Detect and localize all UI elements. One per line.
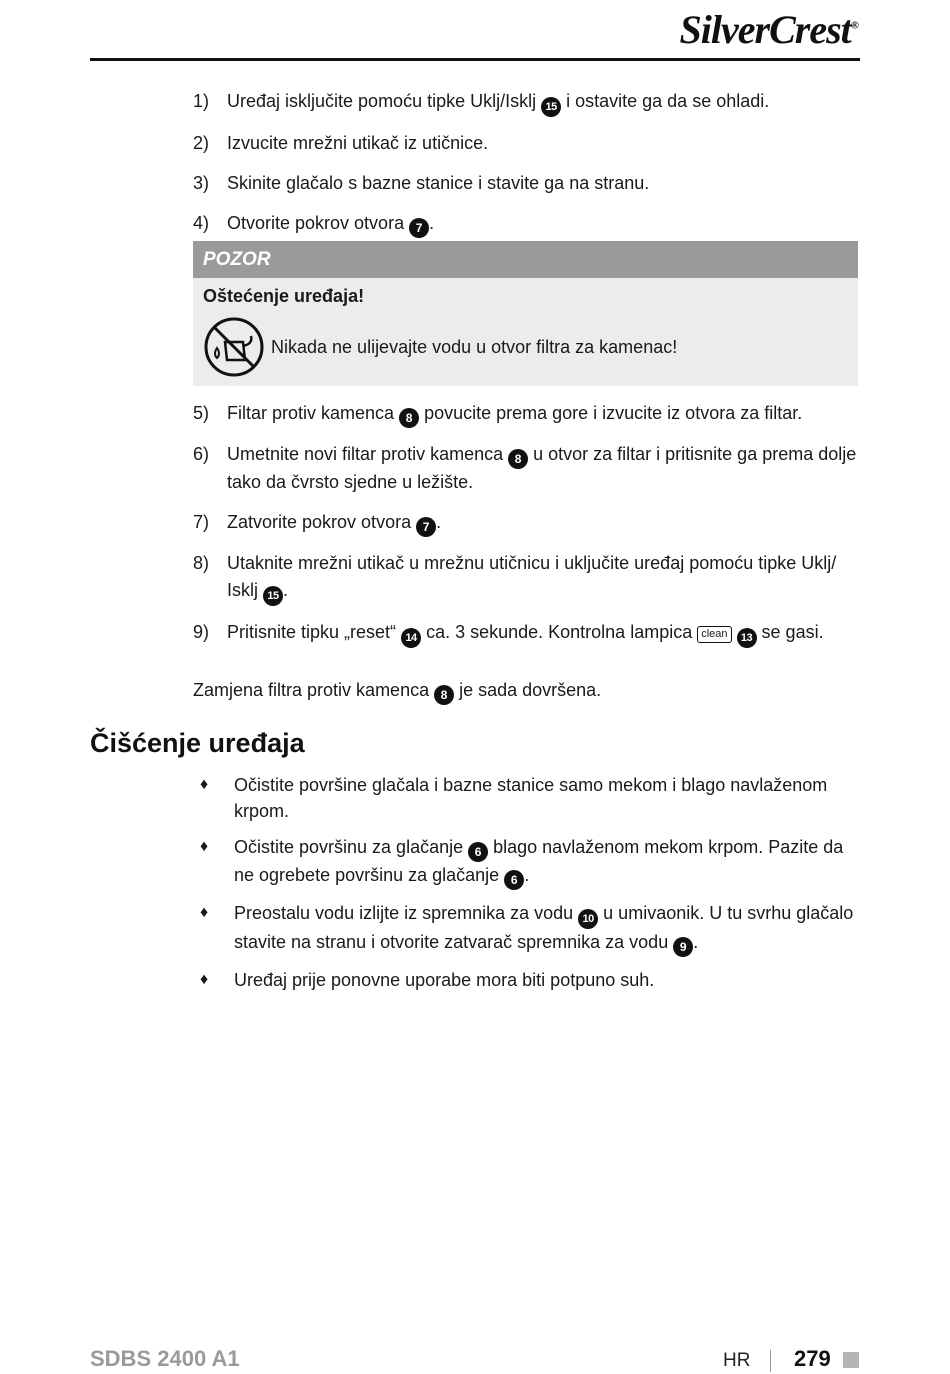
reference-number-badge: 15 (263, 586, 283, 606)
text-run: Zamjena filtra protiv kamenca (193, 680, 435, 700)
text-run: Pritisnite tipku „reset“ (227, 622, 402, 642)
step-item (193, 400, 858, 428)
text-run: je sada dovršena. (454, 680, 602, 700)
step-item (193, 550, 858, 606)
text-run: Očistite površinu za glačanje (234, 837, 469, 857)
reference-number-badge: 13 (737, 628, 757, 648)
step-number: 8) (193, 553, 210, 573)
text-run: Uređaj prije ponovne uporabe mora biti potpuno suh. (234, 970, 655, 990)
reference-number-badge: 6 (504, 870, 524, 890)
step-number: 1) (193, 91, 210, 111)
section-title: Čišćenje uređaja (90, 728, 305, 758)
reference-number-badge: 14 (401, 628, 421, 648)
bullet-text (234, 900, 858, 957)
brand-logo: SilverCrest® (679, 7, 858, 52)
step-number: 6) (193, 444, 210, 464)
step-text (227, 130, 858, 157)
footer-square (843, 1352, 859, 1368)
text-run: Izvucite mrežni utikač iz utičnice. (227, 133, 489, 153)
text-run: Filtar protiv kamenca (227, 403, 400, 423)
reference-number-badge: 7 (416, 517, 436, 537)
text-run: Skinite glačalo s bazne stanice i stavite ga na stranu. (227, 173, 650, 193)
step-item (193, 210, 858, 238)
bullet-text (234, 772, 858, 824)
diamond-bullet-icon: ♦ (200, 838, 209, 855)
bullet-item (200, 834, 858, 890)
step-number: 7) (193, 512, 210, 532)
footer-separator (770, 1350, 771, 1372)
bullet-item (200, 772, 858, 824)
bullet-list (200, 772, 858, 1003)
page-number: 279 (794, 1346, 831, 1371)
diamond-bullet-icon: ♦ (200, 776, 209, 793)
step-text (227, 88, 858, 117)
header-rule (90, 58, 860, 61)
text-run: Otvorite pokrov otvora (227, 213, 410, 233)
step-number: 2) (193, 133, 210, 153)
step-text (227, 441, 858, 496)
step-text (227, 210, 858, 238)
step-number: 9) (193, 622, 210, 642)
warning-label: POZOR (193, 241, 858, 278)
reference-number-badge: 10 (578, 909, 598, 929)
step-number: 3) (193, 173, 210, 193)
text-run: . (283, 580, 289, 600)
diamond-bullet-icon: ♦ (200, 971, 209, 988)
footer-language: HR (723, 1350, 751, 1371)
text-run: i ostavite ga da se ohladi. (561, 91, 770, 111)
closing-paragraph (193, 677, 858, 705)
text-run: Preostalu vodu izlijte iz spremnika za vodu (234, 903, 579, 923)
bullet-item (200, 900, 858, 957)
text-run: . (429, 213, 435, 233)
step-item (193, 441, 858, 496)
step-number: 4) (193, 213, 210, 233)
text-run: . (524, 865, 530, 885)
reference-number-badge: 8 (434, 685, 454, 705)
text-run: Očistite površine glačala i bazne stanice samo mekom i blago navlaženom krpom. (234, 775, 828, 821)
text-run: Zatvorite pokrov otvora (227, 512, 417, 532)
reference-number-badge: 9 (673, 937, 693, 957)
text-run: ca. 3 sekunde. Kontrolna lampica (421, 622, 698, 642)
step-text (227, 550, 858, 606)
step-item (193, 619, 858, 648)
text-run: se gasi. (756, 622, 824, 642)
step-text (227, 170, 858, 197)
reference-number-badge: 8 (399, 408, 419, 428)
text-run: u umivaonik. U tu svrhu glačalo stavite na stranu i otvorite zatvarač spremnika za vodu (234, 903, 854, 952)
text-run: Utaknite mrežni utikač u mrežnu utičnicu i uključite uređaj pomoću tipke Uklj/ Isklj (227, 553, 837, 600)
text-run: povucite prema gore i izvucite iz otvora za filtar. (419, 403, 803, 423)
text-run: blago navlaženom mekom krpom. Pazite da ne ogrebete površinu za glačanje (234, 837, 844, 885)
step-item (193, 88, 858, 117)
step-number: 5) (193, 403, 210, 423)
warning-title: Oštećenje uređaja! (203, 286, 365, 306)
reference-number-badge: 15 (541, 97, 561, 117)
warning-box (193, 241, 858, 408)
text-run: u otvor za filtar i pritisnite ga prema dolje tako da čvrsto sjedne u ležište. (227, 444, 857, 492)
bullet-text (234, 967, 858, 993)
reference-number-badge: 6 (468, 842, 488, 862)
reference-number-badge: 7 (409, 218, 429, 238)
steps-list-b (193, 400, 858, 661)
text-run: Uređaj isključite pomoću tipke Uklj/Isklj (227, 91, 542, 111)
text-run: . (693, 932, 699, 952)
reference-number-badge: 8 (508, 449, 528, 469)
text-run: . (436, 512, 442, 532)
step-item (193, 170, 858, 197)
warning-text: Nikada ne ulijevajte vodu u otvor filtra za kamenac! (271, 336, 678, 357)
clean-indicator-icon: clean (697, 626, 731, 643)
bullet-text (234, 834, 858, 890)
step-text (227, 509, 858, 537)
step-item (193, 130, 858, 157)
step-text (227, 619, 858, 648)
step-text (227, 400, 858, 428)
text-run (732, 622, 737, 642)
step-item (193, 509, 858, 537)
diamond-bullet-icon: ♦ (200, 904, 209, 921)
text-run: Umetnite novi filtar protiv kamenca (227, 444, 509, 464)
steps-list-a (193, 88, 858, 251)
footer-model: SDBS 2400 A1 (90, 1346, 240, 1371)
no-water-filter-icon (203, 316, 265, 378)
bullet-item (200, 967, 858, 993)
